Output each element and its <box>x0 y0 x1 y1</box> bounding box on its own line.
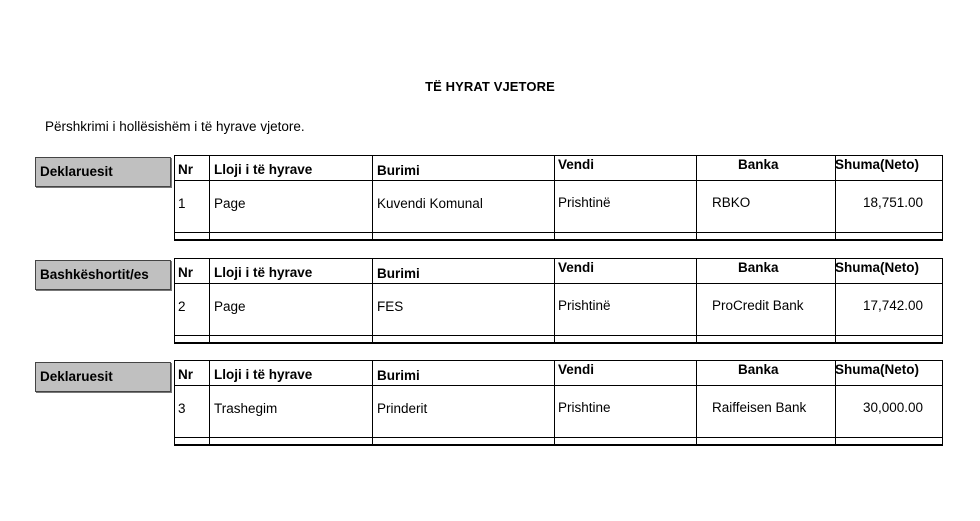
section-label: Bashkëshortit/es <box>40 267 149 282</box>
col-header-vendi: Vendi <box>558 157 595 172</box>
table-line <box>209 258 210 344</box>
col-header-lloji: Lloji i të hyrave <box>214 162 313 177</box>
table-line <box>942 258 943 344</box>
table-line <box>174 180 943 181</box>
cell-vendi: Prishtinë <box>558 195 611 210</box>
cell-vendi: Prishtinë <box>558 298 611 313</box>
table-line <box>174 360 175 446</box>
table-line <box>174 283 943 284</box>
income-section <box>0 360 980 450</box>
table-line <box>554 155 555 241</box>
cell-banka: ProCredit Bank <box>712 298 804 313</box>
cell-burimi: FES <box>377 299 404 314</box>
table-line <box>554 360 555 446</box>
table-line <box>174 342 943 344</box>
col-header-nr: Nr <box>178 265 194 280</box>
col-header-vendi: Vendi <box>558 362 595 377</box>
col-header-banka: Banka <box>738 362 779 377</box>
table-line <box>174 232 943 233</box>
table-line <box>174 258 175 344</box>
section-label: Deklaruesit <box>40 164 113 179</box>
cell-shuma: 18,751.00 <box>862 195 923 210</box>
table-line <box>174 258 943 259</box>
table-line <box>942 360 943 446</box>
col-header-vendi: Vendi <box>558 260 595 275</box>
cell-nr: 2 <box>178 299 186 314</box>
cell-nr: 3 <box>178 401 186 416</box>
col-header-nr: Nr <box>178 367 194 382</box>
table-line <box>942 155 943 241</box>
cell-burimi: Kuvendi Komunal <box>377 196 483 211</box>
income-section <box>0 155 980 245</box>
cell-shuma: 30,000.00 <box>862 400 923 415</box>
col-header-banka: Banka <box>738 260 779 275</box>
income-table <box>174 155 943 243</box>
table-line <box>174 155 943 156</box>
col-header-banka: Banka <box>738 157 779 172</box>
income-table <box>174 360 943 448</box>
col-header-lloji: Lloji i të hyrave <box>214 367 313 382</box>
table-line <box>372 155 373 241</box>
table-line <box>174 360 943 361</box>
col-header-shuma: Shuma(Neto) <box>835 157 919 172</box>
cell-banka: Raiffeisen Bank <box>712 400 807 415</box>
cell-burimi: Prinderit <box>377 401 428 416</box>
section-label-box <box>35 362 171 392</box>
section-label-box <box>35 157 171 187</box>
table-line <box>696 258 697 344</box>
table-line <box>696 155 697 241</box>
table-line <box>174 385 943 386</box>
income-section <box>0 258 980 348</box>
col-header-shuma: Shuma(Neto) <box>835 260 919 275</box>
table-line <box>372 258 373 344</box>
document-title: TË HYRAT VJETORE <box>425 79 555 94</box>
col-header-nr: Nr <box>178 162 194 177</box>
income-table <box>174 258 943 346</box>
document-subtitle: Përshkrimi i hollësishëm i të hyrave vjetore. <box>45 119 305 134</box>
section-label: Deklaruesit <box>40 369 113 384</box>
table-line <box>209 155 210 241</box>
table-line <box>174 155 175 241</box>
table-line <box>174 444 943 446</box>
col-header-burimi: Burimi <box>377 163 420 178</box>
table-line <box>372 360 373 446</box>
cell-banka: RBKO <box>712 195 751 210</box>
cell-vendi: Prishtine <box>558 400 611 415</box>
table-line <box>209 360 210 446</box>
table-line <box>174 437 943 438</box>
table-line <box>174 335 943 336</box>
cell-lloji: Page <box>214 196 246 211</box>
cell-shuma: 17,742.00 <box>862 298 923 313</box>
col-header-shuma: Shuma(Neto) <box>835 362 919 377</box>
table-line <box>696 360 697 446</box>
table-line <box>554 258 555 344</box>
section-label-box <box>35 260 171 290</box>
cell-lloji: Trashegim <box>214 401 278 416</box>
col-header-lloji: Lloji i të hyrave <box>214 265 313 280</box>
table-line <box>174 239 943 241</box>
cell-nr: 1 <box>178 196 186 211</box>
cell-lloji: Page <box>214 299 246 314</box>
col-header-burimi: Burimi <box>377 368 420 383</box>
col-header-burimi: Burimi <box>377 266 420 281</box>
